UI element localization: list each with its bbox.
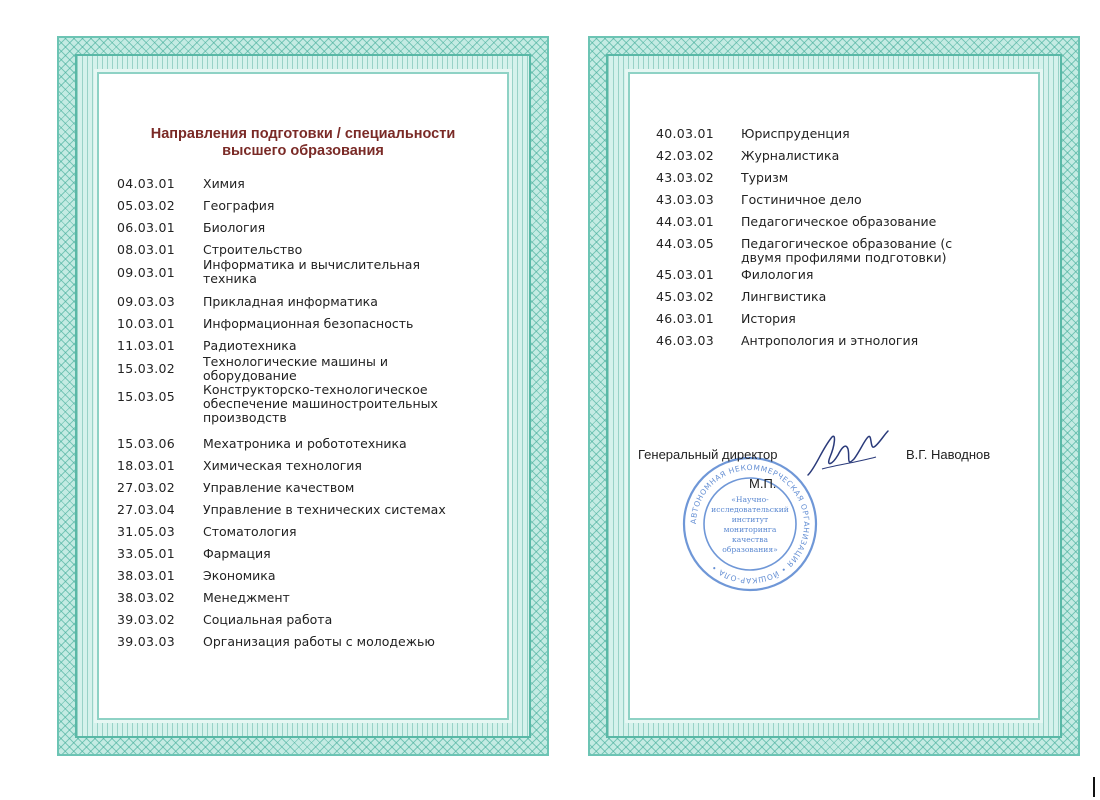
specialty-name: Технологические машины и оборудование xyxy=(203,354,388,383)
specialty-code: 09.03.03 xyxy=(117,294,176,309)
specialty-name: Радиотехника xyxy=(203,338,297,353)
specialty-code: 31.05.03 xyxy=(117,524,176,539)
specialty-code: 44.03.05 xyxy=(656,236,715,251)
specialty-code: 11.03.01 xyxy=(117,338,176,353)
specialty-code: 33.05.01 xyxy=(117,546,176,561)
specialty-code: 15.03.05 xyxy=(117,389,176,404)
specialty-code: 42.03.02 xyxy=(656,148,715,163)
specialty-name: Химическая технология xyxy=(203,458,362,473)
specialty-code: 40.03.01 xyxy=(656,126,715,141)
specialty-code: 15.03.02 xyxy=(117,361,176,376)
specialty-code: 38.03.02 xyxy=(117,590,176,605)
specialty-code: 18.03.01 xyxy=(117,458,176,473)
specialty-code: 04.03.01 xyxy=(117,176,176,191)
specialty-name: Мехатроника и робототехника xyxy=(203,436,407,451)
title-line-1: Направления подготовки / специальности xyxy=(150,126,456,142)
left-page xyxy=(57,36,549,756)
specialty-name: Строительство xyxy=(203,242,303,257)
stamp-line: «Научно- xyxy=(731,495,769,504)
right-page-content xyxy=(628,72,1040,720)
specialty-code: 27.03.02 xyxy=(117,480,176,495)
specialty-name: Управление качеством xyxy=(203,480,355,495)
specialty-name: География xyxy=(203,198,275,213)
specialty-name: Информатика и вычислительная техника xyxy=(203,257,420,286)
stamp-line: качества xyxy=(731,535,769,544)
seal-label: М.П. xyxy=(749,476,777,491)
specialty-name: История xyxy=(741,311,796,326)
specialty-name: Менеджмент xyxy=(203,590,290,605)
signature-icon xyxy=(802,427,892,487)
specialty-name: Информационная безопасность xyxy=(203,316,414,331)
page-title xyxy=(99,126,507,160)
specialty-name: Педагогическое образование xyxy=(741,214,937,229)
specialty-code: 39.03.02 xyxy=(117,612,176,627)
right-page xyxy=(588,36,1080,756)
specialty-name: Журналистика xyxy=(741,148,840,163)
specialty-name: Конструкторско-технологическое обеспечение машиностроительных производств xyxy=(203,382,438,425)
specialty-code: 46.03.03 xyxy=(656,333,715,348)
specialty-name: Социальная работа xyxy=(203,612,333,627)
specialty-code: 06.03.01 xyxy=(117,220,176,235)
specialty-name: Гостиничное дело xyxy=(741,192,862,207)
signatory-name: В.Г. Наводнов xyxy=(906,447,991,462)
specialty-name: Педагогическое образование (с двумя профилями подготовки) xyxy=(741,236,953,265)
seal-stamp-icon xyxy=(680,454,820,594)
stamp-line: мониторинга xyxy=(723,525,777,534)
specialty-code: 15.03.06 xyxy=(117,436,176,451)
specialty-code: 39.03.03 xyxy=(117,634,176,649)
specialty-code: 43.03.02 xyxy=(656,170,715,185)
specialty-code: 45.03.01 xyxy=(656,267,715,282)
specialty-code: 38.03.01 xyxy=(117,568,176,583)
specialty-name: Управление в технических системах xyxy=(203,502,446,517)
stamp-line: образования» xyxy=(722,545,778,554)
specialty-code: 46.03.01 xyxy=(656,311,715,326)
title-line-2: высшего образования xyxy=(222,143,384,159)
stamp-ring-text: АВТОНОМНАЯ НЕКОММЕРЧЕСКАЯ ОРГАНИЗАЦИЯ • ЙОШКАР-ОЛА • xyxy=(688,462,812,586)
specialty-code: 09.03.01 xyxy=(117,265,176,280)
specialty-name: Экономика xyxy=(203,568,276,583)
specialty-code: 10.03.01 xyxy=(117,316,176,331)
stamp-line: исследовательский xyxy=(711,505,789,514)
specialty-code: 08.03.01 xyxy=(117,242,176,257)
specialty-name: Прикладная информатика xyxy=(203,294,378,309)
specialty-name: Химия xyxy=(203,176,245,191)
specialty-code: 43.03.03 xyxy=(656,192,715,207)
specialty-name: Организация работы с молодежью xyxy=(203,634,435,649)
specialty-name: Стоматология xyxy=(203,524,297,539)
specialty-name: Филология xyxy=(741,267,814,282)
specialty-name: Биология xyxy=(203,220,266,235)
specialty-name: Фармация xyxy=(203,546,271,561)
left-page-content xyxy=(97,72,509,720)
specialty-code: 27.03.04 xyxy=(117,502,176,517)
scan-edge-mark xyxy=(1093,777,1095,797)
signatory-title: Генеральный директор xyxy=(638,447,778,462)
specialty-name: Юриспруденция xyxy=(741,126,850,141)
specialty-code: 05.03.02 xyxy=(117,198,176,213)
specialty-code: 45.03.02 xyxy=(656,289,715,304)
specialty-name: Туризм xyxy=(741,170,789,185)
stamp-line: институт xyxy=(731,515,769,524)
specialty-name: Антропология и этнология xyxy=(741,333,919,348)
specialty-name: Лингвистика xyxy=(741,289,827,304)
specialty-code: 44.03.01 xyxy=(656,214,715,229)
